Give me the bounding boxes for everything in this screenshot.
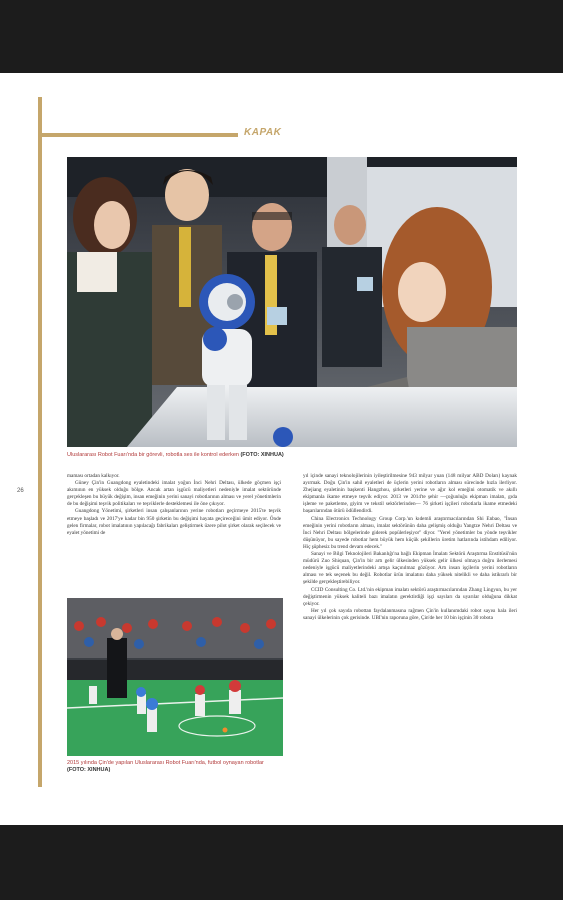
gold-vertical-rule xyxy=(38,97,42,787)
main-caption-credit: (FOTO: XINHUA) xyxy=(240,452,284,458)
gold-horizontal-rule xyxy=(42,133,238,137)
paragraph: Her yıl çok sayıda robottan faydalanmasına rağmen Çin'in kullanımdaki robot sayısı hala ileri sanayi ülkelerinin çok gerisinde. UBI'nin raporuna göre, Çin'de her 10 bin işçinin 30 robota xyxy=(303,607,517,621)
text-column-2 xyxy=(303,473,517,803)
robot-fair-photo xyxy=(67,157,517,447)
paragraph: Guangdong Yönetimi, şirketleri insan çalışanlarının yerine robotları geçirmeye 2015'te teşvik etmeye başladı ve 2017'ye kadar bin 950 şirketin bu değişimi hayata geçireceğini ümit ediyor. Önde gelen firmalar, robot imalatının yapılacağı fabrikaları geliştirmek üzere pilot şirket olarak seçilecek ve eyalet yönetimi de xyxy=(67,508,281,536)
section-label: KAPAK xyxy=(244,127,282,138)
small-caption-credit: (FOTO: XINHUA) xyxy=(67,767,111,773)
main-photo xyxy=(67,157,517,447)
magazine-page xyxy=(0,73,563,825)
small-caption-text: 2015 yılında Çin'de yapılan Uluslararası Robot Fuarı'nda, futbol oynayan robotlar xyxy=(67,760,264,766)
paragraph: yıl içinde sanayi teknolojilerinin iyileştirilmesine 943 milyar yuan (148 milyar ABD Doları) kaynak ayırmak. Doğu Çin'in sahil eyaletleri de üçlerin yerini robotların alması sürecinde hızla ilerliyor. Zhejiang eyaletinin başkenti Hangzhou, şirketleri yerine ve ağır kol emeğini otomatik ve akıllı ekipmanla ikame etmeye teşvik ediyor. 2013 ve 2014'te şehir —çoğunluğu ekipman imalatı, gıda işleme ve paketleme, giyim ve tekstil sektörlerinden— 76 şirketi işçileri robotlarla ikame etmedeki başarılarından ötürü ödüllendirdi. xyxy=(303,473,517,515)
paragraph: maması ortadan kalkıyor. xyxy=(67,473,120,479)
robot-soccer-photo xyxy=(67,598,283,756)
paragraph: Sanayi ve Bilgi Teknolojileri Bakanlığı'na bağlı Ekipman İmalatı Sektörü Araştırma Enstitüsü'nün müdürü Zuo Shiquan, Çin'in bir artı gelir ülkesinden yüksek gelir ülkesi olmaya doğru ilerlemesi nedeniyle işgücü maliyetlerindeki artışa kaçınılmaz gözüyor. Artı insan işçilerin yerini robotların alması ve tek seçenek bu değil. Robotlar ürün imalatını daha yüksek nitelikli ve daha istikrarlı bir şekilde gerçekleştirebiliyor. xyxy=(303,551,517,586)
page-number: 26 xyxy=(17,488,24,494)
main-caption-text: Uluslararası Robot Fuarı'nda bir görevli, robotla ses ile kontrol ederken xyxy=(67,452,241,458)
paragraph: China Electronics Technology Group Corp.'un kıdemli araştırmacılarından Shi Enbao, "İnsan emeğinin yerini robotların alması, imalat sektörünün daha gelişmiş olduğu Yangtze Nehri Deltası ve İnci Nehri Deltası bölgelerinde giderek popülerleşiyor" diyor. "Yerel yönetimler bu yönde teşvikler düşünüyor, bu sayede robotlar hem büyük hem küçük şekillerin üretim hatlarında istihdam ediliyor. Hiç şüphesiz bu trend devam edecek." xyxy=(303,515,517,550)
paragraph: Güney Çin'in Guangdong eyaletindeki imalat yoğun İnci Nehri Deltası, ülkede göçmen işçi akımının en yüksek olduğu bölge. Ancak artan işgücü maliyetleri nedeniyle imalat sektöründe gerçekleşen bu büyük değişim, insan emeğinin yerini sanayi robotlarının alması ve yerel yönetimlerin de bu değişimi teşvik politikaları ve teşviklerle desteklemesi ile öne çıkıyor. xyxy=(67,480,281,508)
small-photo-caption xyxy=(67,760,283,774)
paragraph: CCID Consulting Co. Ltd.'nin ekipman imalatı sektörü araştırmacılarından Zhang Lingyun, bu yer değiştirmenin yüksek kaliteli bazı imalatın gerektirdiği işçi sayıları da uyarılar olduğuna dikkat çekiyor. xyxy=(303,586,517,607)
main-photo-caption xyxy=(67,452,517,458)
soccer-robots-image xyxy=(67,598,283,756)
